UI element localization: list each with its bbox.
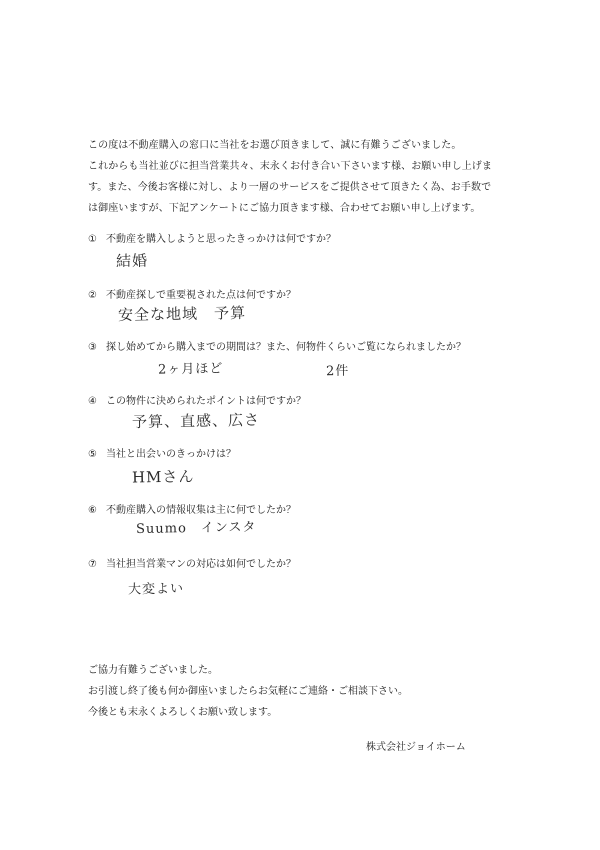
intro-line: は御座いますが、下記アンケートにご協力頂きます様、合わせてお願い申し上げます。 <box>88 203 481 214</box>
question-number: ② <box>88 290 97 301</box>
answer-1: 結婚 <box>115 251 149 271</box>
answer-4: 予算、直感、広さ <box>131 410 261 432</box>
answer-5: HMさん <box>131 467 195 487</box>
question-text: 不動産探しで重要視された点は何ですか？ <box>106 290 296 301</box>
intro-paragraph <box>88 135 518 219</box>
answer-3-period: 2ヶ月ほど <box>157 361 224 378</box>
question-4 <box>88 392 306 407</box>
answer-7: 大変よい <box>127 581 185 598</box>
intro-line: これからも当社並びに担当営業共々、末永くお付き合い下さいます様、お願い申し上げま <box>88 161 492 172</box>
question-text: 不動産を購入しようと思ったきっかけは何ですか？ <box>106 234 336 245</box>
question-number: ⑦ <box>88 559 97 570</box>
question-text: この物件に決められたポイントは何ですか？ <box>106 396 306 407</box>
closing-line: 今後とも末永くよろしくお願い致します。 <box>88 707 278 718</box>
question-text: 当社と出会いのきっかけは？ <box>106 449 236 460</box>
question-3 <box>88 338 466 353</box>
answer-3-count: 2件 <box>325 363 350 380</box>
question-number: ① <box>88 234 97 245</box>
question-number: ⑤ <box>88 449 97 460</box>
closing-line: お引渡し終了後も何か御座いましたらお気軽にご連絡・ご相談下さい。 <box>88 686 408 697</box>
question-number: ③ <box>88 342 97 353</box>
question-5 <box>88 445 236 460</box>
intro-line: す。また、今後お客様に対し、より一層のサービスをご提供させて頂きたく為、お手数で <box>88 182 492 193</box>
question-1 <box>88 230 336 245</box>
answer-6: Suumo インスタ <box>135 519 257 538</box>
question-number: ⑥ <box>88 505 97 516</box>
question-6 <box>88 501 296 516</box>
question-text: 探し始めてから購入までの期間は？また、何物件くらいご覧になられましたか？ <box>106 342 466 353</box>
question-text: 不動産購入の情報収集は主に何でしたか？ <box>106 505 296 516</box>
question-7 <box>88 555 296 570</box>
company-name: 株式会社ジョイホーム <box>366 742 466 753</box>
question-text: 当社担当営業マンの対応は如何でしたか？ <box>106 559 296 570</box>
closing-line: ご協力有難うございました。 <box>88 665 218 676</box>
answer-2: 安全な地域 予算 <box>117 303 247 325</box>
question-2 <box>88 286 296 301</box>
closing-paragraph <box>88 660 408 723</box>
intro-line: この度は不動産購入の窓口に当社をお選び頂きまして、誠に有難うございました。 <box>88 140 462 151</box>
question-number: ④ <box>88 396 97 407</box>
